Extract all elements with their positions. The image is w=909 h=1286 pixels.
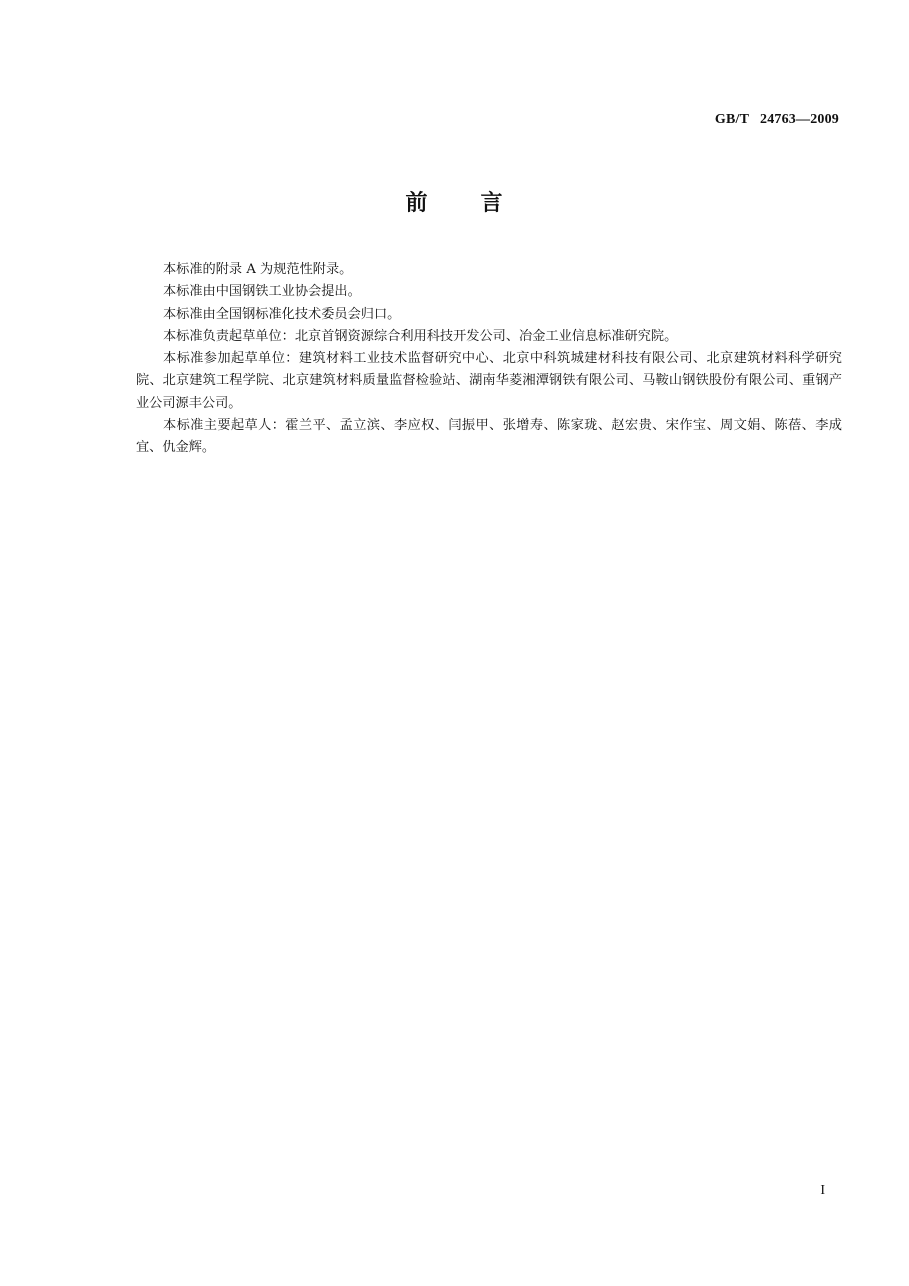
foreword-body <box>136 259 842 460</box>
page-number: I <box>820 1183 825 1198</box>
page-title: 前 言 <box>405 191 504 216</box>
paragraph-responsible-drafters: 本标准负责起草单位：北京首钢资源综合利用科技开发公司、冶金工业信息标准研究院。 <box>163 328 678 344</box>
paragraph-centralized-by: 本标准由全国钢标准化技术委员会归口。 <box>163 306 401 322</box>
paragraph-main-drafters: 本标准主要起草人：霍兰平、孟立滨、李应权、闫振甲、张增寿、陈家珑、赵宏贵、宋作宝、周文娟、陈蓓、李成宜、仇金辉。 <box>136 418 842 456</box>
paragraph-proposer: 本标准由中国钢铁工业协会提出。 <box>163 284 361 300</box>
paragraph-participating-drafters: 本标准参加起草单位：建筑材料工业技术监督研究中心、北京中科筑城建材科技有限公司、北京建筑材料科学研究院、北京建筑工程学院、北京建筑材料质量监督检验站、湖南华菱湘潭钢铁有限公司、马鞍山钢铁股份有限公司、重钢产业公司源丰公司。 <box>136 351 842 411</box>
standard-number: GB/T 24763—2009 <box>714 112 839 127</box>
paragraph-appendix-note: 本标准的附录 A 为规范性附录。 <box>163 262 353 277</box>
